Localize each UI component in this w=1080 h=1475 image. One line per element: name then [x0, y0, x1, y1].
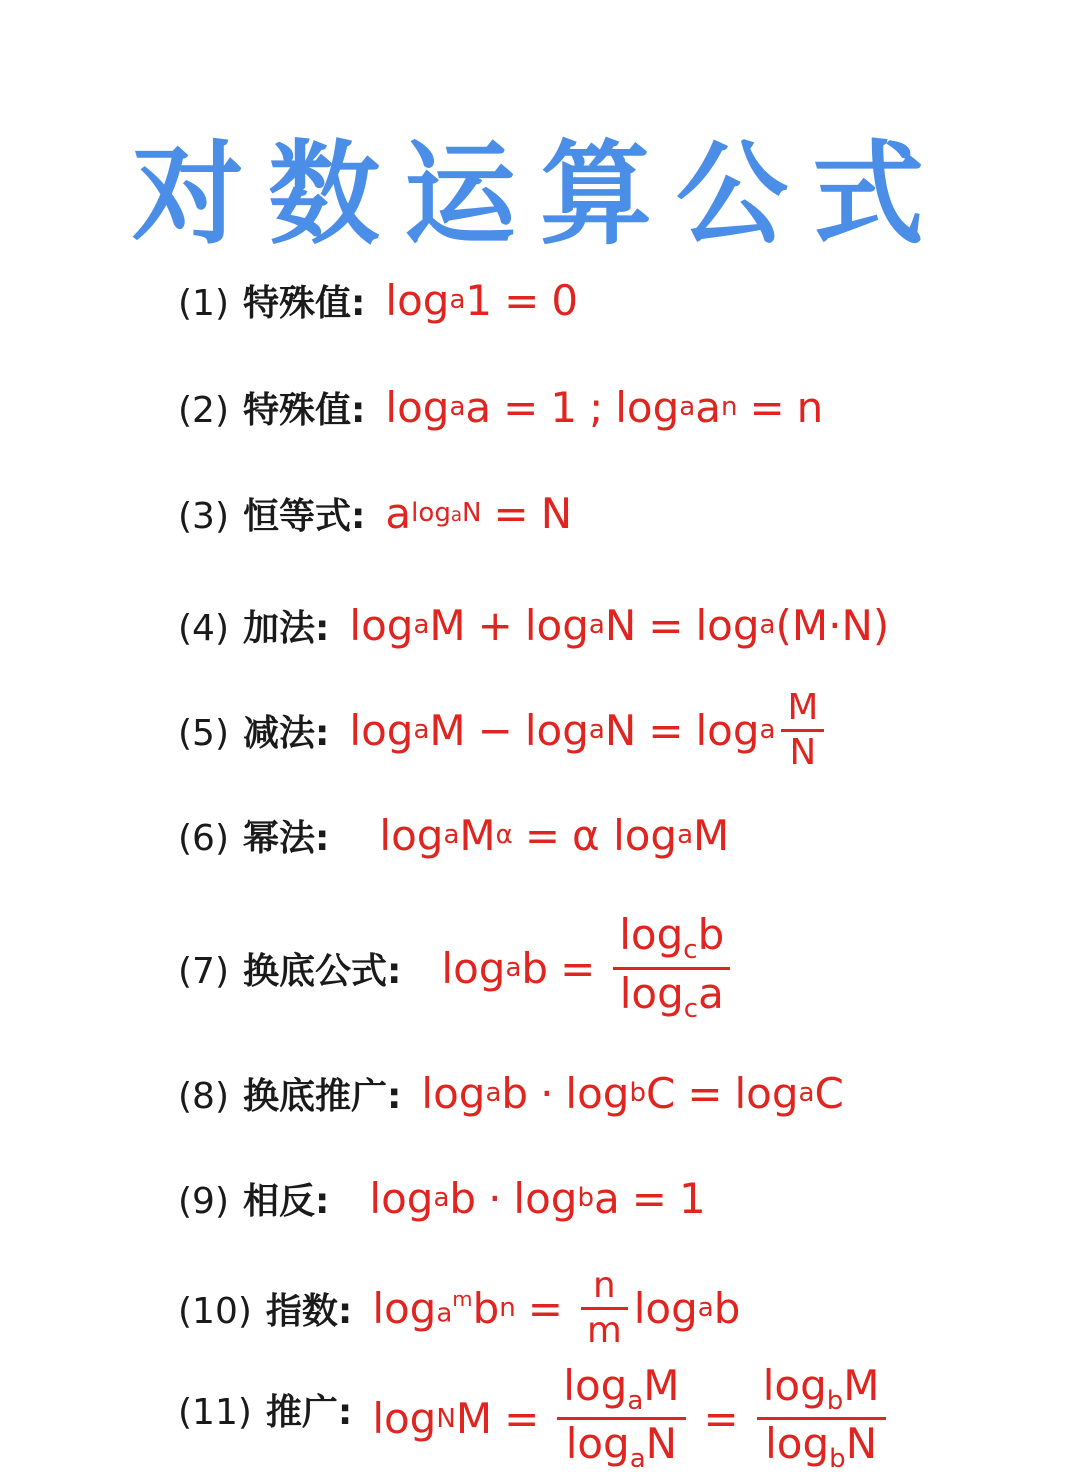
formula-special-value-2: log a a = 1 ; log a a n = n [385, 382, 824, 432]
fraction: $\frac{M}{N}$ [781, 687, 824, 772]
formula-row-4 [178, 590, 889, 660]
formula-row-5 [178, 687, 830, 773]
formula-row-7 [178, 910, 736, 1024]
formula-label: (1) 特殊值: [178, 282, 366, 324]
fraction: $\frac{\log_aM}{\log_aN}$ [557, 1362, 685, 1475]
formula-label: (8) 换底推广: [178, 1075, 402, 1117]
formula-exponent: log $a^m$ b n = $\frac{n}{m}$ log a b [372, 1265, 741, 1351]
formula-row-2 [178, 372, 823, 442]
fraction: $\frac{\log_cb}{\log_ca}$ [613, 911, 730, 1024]
formula-row-10 [178, 1265, 741, 1351]
formula-power: log a M α = α log a M [379, 810, 730, 860]
formula-row-3 [178, 478, 572, 548]
formula-row-11 [178, 1361, 892, 1475]
formula-generalization: log N M = $\frac{\log_aM}{\log_aN}$ = $\frac{\log_bM}{\log_bN}$ [372, 1362, 891, 1475]
formula-label: (11) 推广: [178, 1392, 353, 1433]
formula-change-of-base: log a b = $\frac{\log_cb}{\log_ca}$ [441, 911, 736, 1024]
fraction: $\frac{n}{m}$ [581, 1265, 628, 1350]
formula-label: (5) 减法: [178, 712, 330, 754]
formula-label: (4) 加法: [178, 607, 330, 649]
formula-label: (7) 换底公式: [178, 950, 402, 992]
formula-label: (9) 相反: [178, 1180, 330, 1222]
formula-label: (6) 幂法: [178, 817, 330, 859]
formula-row-9 [178, 1163, 706, 1233]
formula-label: (10) 指数: [178, 1290, 353, 1332]
formula-row-6 [178, 800, 729, 870]
formula-change-of-base-extension: log a b · log b C = log a C [421, 1068, 844, 1118]
formula-row-8 [178, 1058, 844, 1128]
formula-subtraction: log a M − log a N = log a $\frac{M}{N}$ [349, 687, 830, 772]
formula-identity: a logaN = N [385, 488, 573, 538]
formula-label: (3) 恒等式: [178, 495, 366, 537]
formula-label: (2) 特殊值: [178, 389, 366, 431]
page-title: 对数运算公式 [132, 130, 948, 260]
fraction: $\frac{\log_bM}{\log_bN}$ [757, 1362, 886, 1475]
formula-special-value-1: log a 1 = 0 [385, 275, 579, 325]
formula-addition: log a M + log a N = log a ( M · N ) [349, 600, 890, 650]
formula-reciprocal: log a b · log b a = 1 [369, 1173, 706, 1223]
formula-row-1 [178, 265, 578, 335]
